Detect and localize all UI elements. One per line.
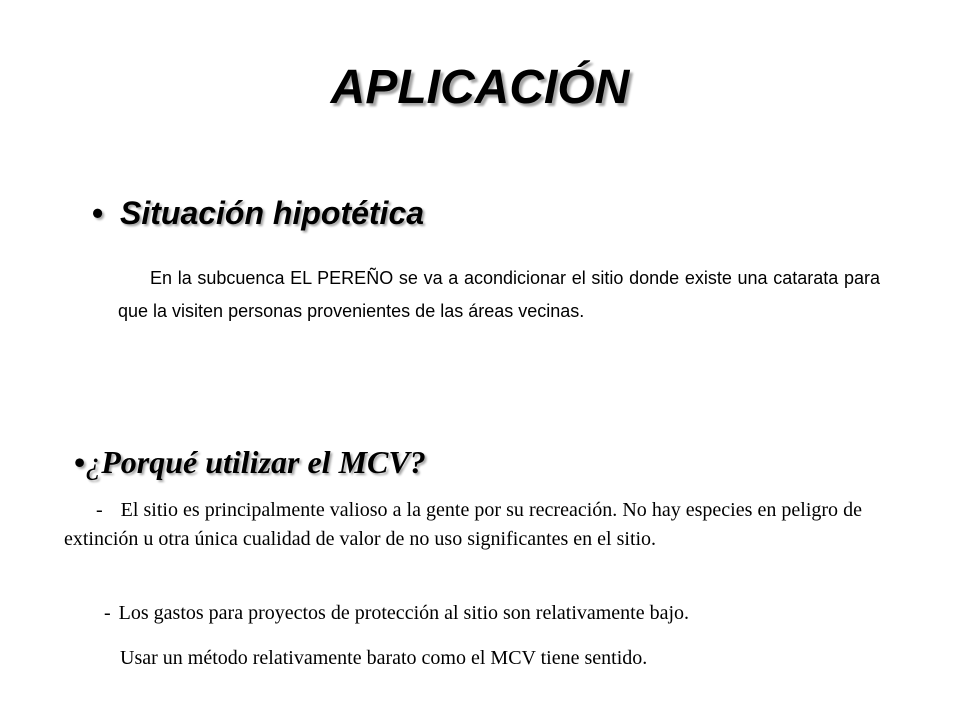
section-heading-text: Porqué utilizar el MCV? [101,444,426,480]
section-heading-text: Situación hipotética [120,195,425,231]
reason-text: Los gastos para proyectos de protección al sitio son relativamente bajo. [118,602,690,624]
reason-text: El sitio es principalmente valioso a la gente por su recreación. No hay especies en peligro de extinción u otra única cualidad de valor de no uso significantes en el sitio. [64,499,862,550]
bullet-icon: • [92,195,104,231]
reason-point-2 [100,599,689,627]
conclusion-text: Usar un método relativamente barato como el MCV tiene sentido. [120,647,648,669]
dash-marker: - [104,602,111,624]
section-heading-hypothetical [92,192,424,234]
slide-title: APLICACIÓN [330,61,630,114]
hypothetical-paragraph: En la subcuenca EL PEREÑO se va a acondicionar el sitio donde existe una catarata para que la visiten personas provenientes de las áreas vecinas. [118,268,880,321]
reason-point-1 [64,496,862,554]
inverted-question-mark: ¿ [85,444,102,480]
dash-marker: - [96,499,103,521]
section-heading-why-mcv [74,441,426,483]
bullet-icon: • [74,444,86,480]
